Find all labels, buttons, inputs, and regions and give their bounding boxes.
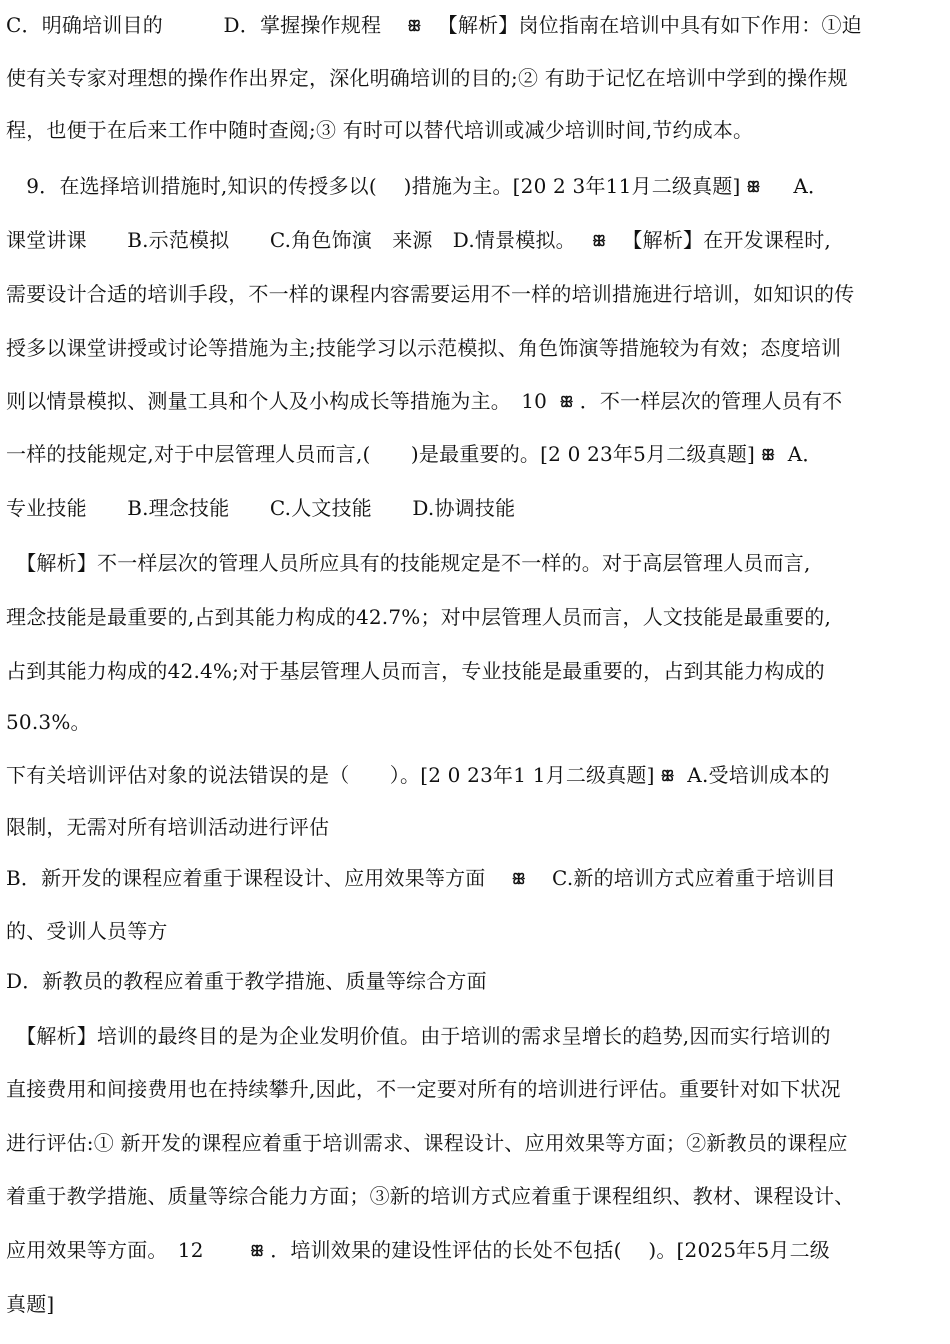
text-line: 理念技能是最重要的,占到其能力构成的42.7%；对中层管理人员而言，人文技能是最重要的,: [6, 605, 832, 629]
text-line: C．明确培训目的 D．掌握操作规程 ꕥ 【解析】岗位指南在培训中具有如下作用：①迫: [6, 11, 862, 41]
text-line: 应用效果等方面。 12 ꕥ ．培训效果的建设性评估的长处不包括( )。[2025年5月二级: [6, 1236, 830, 1266]
text-line: 进行评估:① 新开发的课程应着重于培训需求、课程设计、应用效果等方面；②新教员的课程应: [6, 1131, 848, 1155]
text-line: B．新开发的课程应着重于课程设计、应用效果等方面 ꕥ C.新的培训方式应着重于培训目: [6, 864, 836, 894]
text-line: 授多以课堂讲授或讨论等措施为主;技能学习以示范模拟、角色饰演等措施较为有效；态度培训: [6, 336, 842, 360]
text-line: 占到其能力构成的42.4%;对于基层管理人员而言，专业技能是最重要的，占到其能力构成的: [6, 659, 825, 683]
bullet-marker-icon: ꕥ: [511, 870, 526, 888]
text-line: 则以情景模拟、测量工具和个人及小构成长等措施为主。 10 ꕥ ．不一样层次的管理人员有不: [6, 387, 842, 417]
text-line: 专业技能 B.理念技能 C.人文技能 D.协调技能: [6, 496, 516, 520]
text-line: 限制，无需对所有培训活动进行评估: [6, 815, 330, 839]
text-line: 直接费用和间接费用也在持续攀升,因此，不一定要对所有的培训进行评估。重要针对如下状况: [6, 1077, 841, 1101]
text-line: 需要设计合适的培训手段，不一样的课程内容需要运用不一样的培训措施进行培训，如知识的传: [6, 282, 855, 306]
bullet-marker-icon: ꕥ: [746, 178, 761, 196]
text-line: 50.3%。: [6, 710, 91, 734]
text-line: 程，也便于在后来工作中随时查阅;③ 有时可以替代培训或减少培训时间,节约成本。: [6, 118, 754, 142]
text-line: 课堂讲课 B.示范模拟 C.角色饰演 来源 D.情景模拟。 ꕥ 【解析】在开发课程时,: [6, 226, 831, 256]
text-line: 一样的技能规定,对于中层管理人员而言,( )是最重要的。[2 0 23年5月二级真题] ꕥ A．: [6, 440, 823, 470]
text-line: D．新教员的教程应着重于教学措施、质量等综合方面: [6, 969, 487, 993]
bullet-marker-icon: ꕥ: [761, 446, 776, 464]
bullet-marker-icon: ꕥ: [559, 393, 574, 411]
text-line: 着重于教学措施、质量等综合能力方面；③新的培训方式应着重于课程组织、教材、课程设计、: [6, 1184, 855, 1208]
text-line: 9．在选择培训措施时,知识的传授多以( )措施为主。[20 2 3年11月二级真题] ꕥ A．: [6, 172, 828, 202]
text-line: 使有关专家对理想的操作作出界定，深化明确培训的目的;② 有助于记忆在培训中学到的操作规: [6, 66, 848, 90]
text-line: 真题]: [6, 1292, 55, 1316]
bullet-marker-icon: ꕥ: [407, 17, 422, 35]
text-line: 【解析】培训的最终目的是为企业发明价值。由于培训的需求呈增长的趋势,因而实行培训的: [6, 1024, 831, 1048]
bullet-marker-icon: ꕥ: [660, 767, 675, 785]
bullet-marker-icon: ꕥ: [250, 1242, 265, 1260]
text-line: 下有关培训评估对象的说法错误的是（ ）。[2 0 23年1 1月二级真题] ꕥ A.受培训成本的: [6, 761, 830, 791]
text-line: 【解析】不一样层次的管理人员所应具有的技能规定是不一样的。对于高层管理人员而言,: [6, 551, 811, 575]
bullet-marker-icon: ꕥ: [592, 232, 607, 250]
text-line: 的、受训人员等方: [6, 919, 168, 943]
